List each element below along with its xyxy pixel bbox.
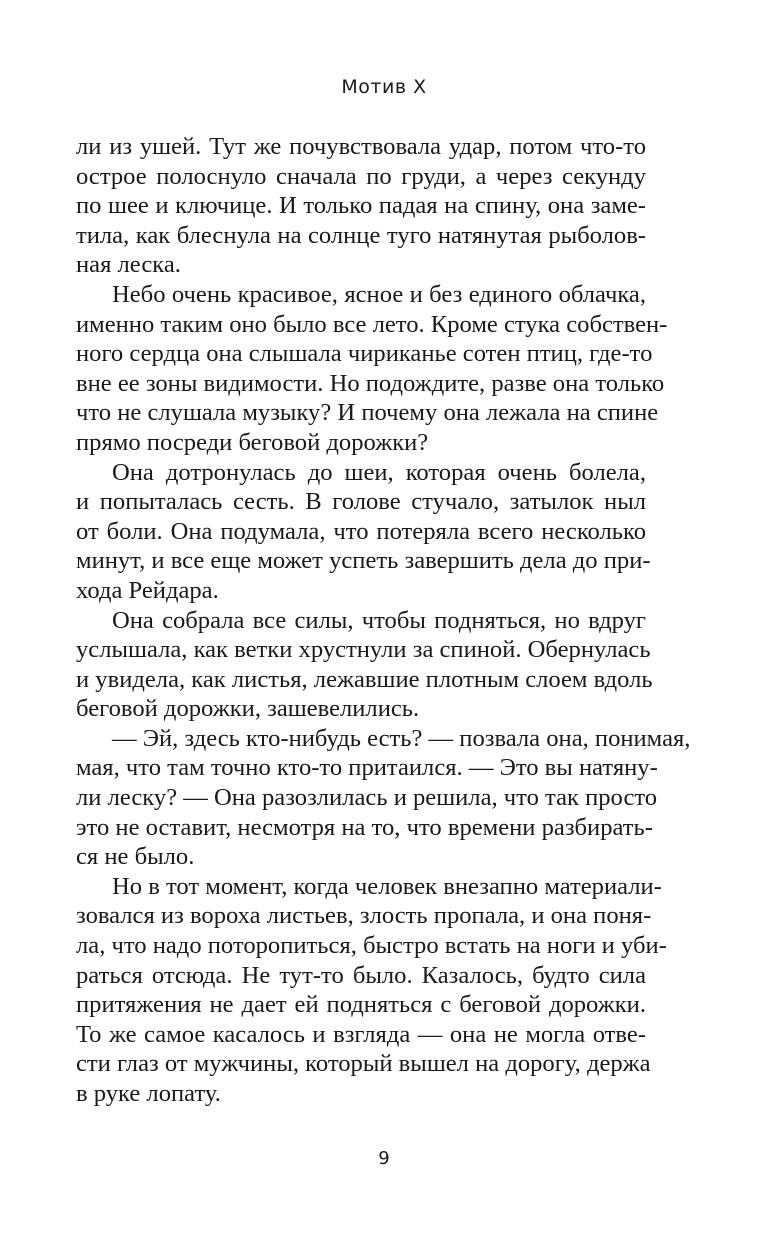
text-line: в руке лопату. [76,1080,221,1107]
text-line: ся не было. [76,843,195,871]
paragraph [76,724,691,872]
text-line: ного сердца она слышала чириканье сотен птиц, где-то [76,340,653,368]
text-line: ная леска. [76,251,181,279]
text-line: услышала, как ветки хрустнули за спиной. Обернулась [76,636,651,664]
text-line: притяжения не дает ей подняться с беговой дорожки. [76,991,646,1019]
text-line: ла, что надо поторопиться, быстро встать на ноги и уби- [76,932,667,960]
text-line: минут, и все еще может успеть завершить дела до при- [76,547,651,575]
text-line: и попыталась сесть. В голове стучало, затылок ныл [76,488,646,516]
text-line: мая, что там точно кто-то притаился. — Это вы натяну- [76,754,658,782]
text-line: именно таким оно было все лето. Кроме стука собствен- [76,310,668,338]
text-line: Она собрала все силы, чтобы подняться, но вдруг [112,606,646,634]
text-line: Она дотронулась до шеи, которая очень болела, [112,458,646,486]
running-title: Мотив X [341,76,427,98]
text-line: — Эй, здесь кто-нибудь есть? — позвала она, понимая, [112,724,691,752]
text-line: прямо посреди беговой дорожки? [76,428,429,456]
paragraph [76,872,667,1109]
text-line: Но в тот момент, когда человек внезапно материали- [112,872,662,900]
text-line: что не слушала музыку? И почему она лежала на спине [76,399,659,427]
paragraph [76,606,653,724]
text-line: и увидела, как листья, лежавшие плотным слоем вдоль [76,665,653,693]
text-line: это не оставит, несмотря на то, что времени разбирать- [76,813,653,841]
text-line: острое полоснуло сначала по груди, а через секунду [76,162,646,190]
text-line: раться отсюда. Не тут-то было. Казалось, будто сила [76,961,646,989]
text-line: зовался из вороха листьев, злость пропала, и она поня- [76,902,652,930]
page-number: 9 [378,1148,390,1169]
paragraph [76,458,651,606]
text-line: То же самое касалось и взгляда — она не могла отве- [76,1020,646,1048]
text-line: тила, как блеснула на солнце туго натянутая рыболов- [76,221,646,249]
text-line: по шее и ключице. И только падая на спину, она заме- [76,192,646,220]
paragraph [76,132,646,280]
text-line: ли из ушей. Тут же почувствовала удар, потом что-то [76,133,646,160]
text-line: сти глаз от мужчины, который вышел на дорогу, держа [76,1050,651,1078]
text-line: Небо очень красивое, ясное и без единого облачка, [112,280,646,308]
body-text [76,132,691,1109]
text-line: хода Рейдара. [76,576,219,604]
text-line: беговой дорожки, зашевелились. [76,695,420,723]
paragraph [76,280,668,458]
text-line: ли леску? — Она разозлилась и решила, что так просто [76,784,658,812]
text-line: от боли. Она подумала, что потеряла всего несколько [76,517,646,545]
text-line: вне ее зоны видимости. Но подождите, разве она только [76,369,665,397]
